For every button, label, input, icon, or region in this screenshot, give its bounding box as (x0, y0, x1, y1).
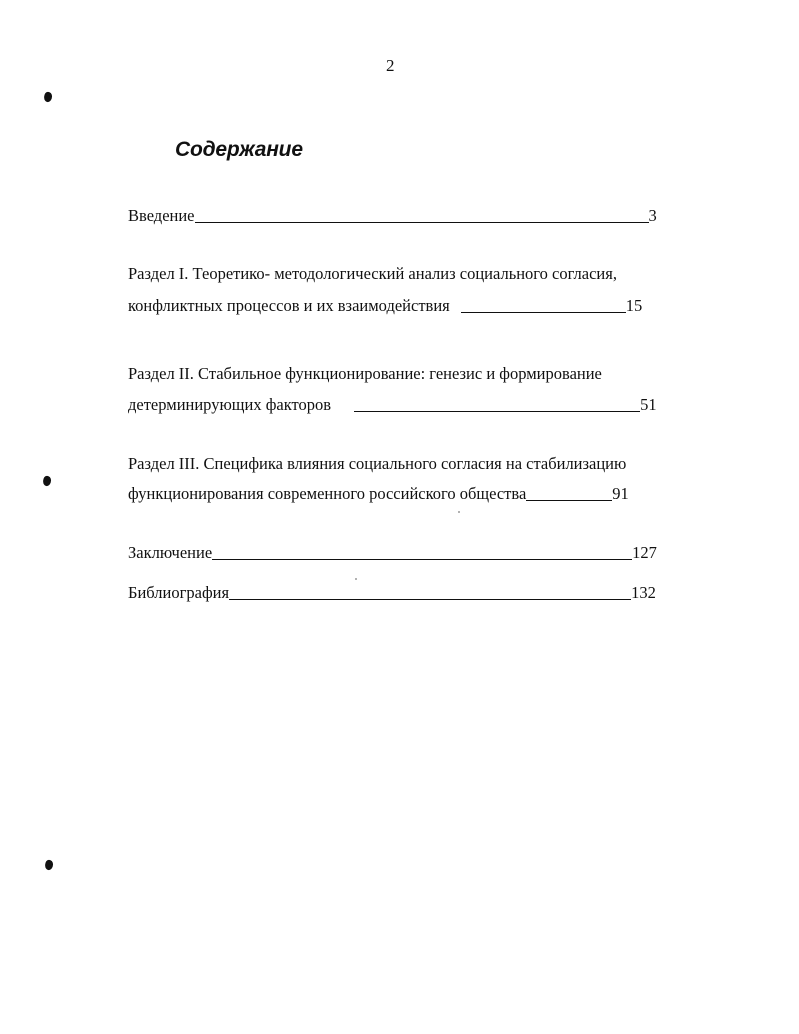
toc-entry-title: Раздел III. Специфика влияния социального согласия на стабилизацию (128, 454, 627, 473)
scan-mark (44, 859, 55, 871)
scan-speck (355, 578, 357, 580)
toc-leader (526, 499, 612, 501)
toc-page-number: 127 (632, 543, 657, 562)
toc-entry-conclusion (128, 541, 657, 565)
scan-mark (43, 91, 54, 103)
scan-speck (458, 511, 460, 513)
page-number: 2 (386, 56, 395, 75)
toc-leader (195, 221, 649, 223)
toc-entry-title: детерминирующих факторов (128, 395, 332, 414)
toc-leader (461, 311, 626, 313)
toc-page-number: 51 (640, 395, 657, 414)
toc-leader (354, 410, 640, 412)
toc-entry-title: функционирования современного российского общества (128, 484, 527, 503)
toc-entry-introduction (128, 204, 657, 228)
toc-entry-title: Введение (128, 206, 195, 225)
scan-mark (42, 475, 53, 487)
toc-entry-section-2-line-2 (128, 393, 657, 417)
toc-entry-section-1-line-1 (128, 262, 617, 286)
toc-entry-section-3-line-1 (128, 452, 626, 476)
toc-leader (212, 558, 632, 560)
toc-page-number: 91 (612, 484, 629, 503)
toc-page-number: 15 (625, 296, 643, 315)
toc-entry-title: Раздел I. Теоретико- методологический анализ социального согласия, (128, 264, 617, 283)
toc-entry-title: Заключение (128, 543, 213, 562)
toc-entry-title: Раздел II. Стабильное функционирование: генезис и формирование (128, 364, 602, 383)
toc-entry-section-1-line-2 (128, 294, 642, 318)
toc-entry-section-2-line-1 (128, 362, 602, 386)
toc-entry-bibliography (128, 581, 656, 605)
toc-page-number: 3 (648, 206, 657, 225)
toc-leader (229, 598, 631, 600)
page-title: Содержание (175, 138, 303, 161)
toc-entry-title: Библиография (128, 583, 230, 602)
toc-entry-section-3-line-2 (128, 482, 629, 506)
toc-page-number: 132 (631, 583, 656, 602)
toc-entry-title: конфликтных процессов и их взаимодействия (128, 296, 450, 315)
